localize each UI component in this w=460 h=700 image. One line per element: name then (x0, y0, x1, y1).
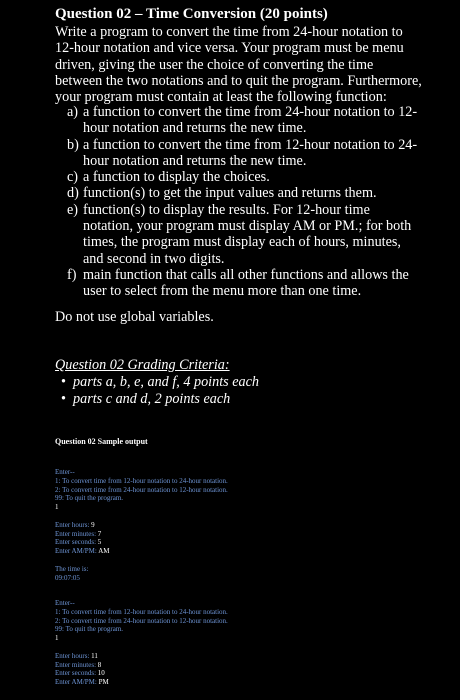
prompt-label: Enter AM/PM: (55, 678, 97, 687)
item-marker: a) (67, 104, 79, 120)
grading-title: Question 02 Grading Criteria: (55, 357, 230, 373)
item-line: times, the program must display each of hours, minutes, (83, 234, 401, 251)
console-prompt-row (55, 669, 228, 678)
console-prompt-row (55, 521, 228, 530)
prompt-value: 10 (97, 669, 105, 678)
list-item (55, 169, 425, 185)
item-marker: c) (67, 169, 79, 186)
intro-line: your program must contain at least the following function: (55, 89, 387, 106)
console-input: 1 (55, 503, 59, 512)
prompt-value: PM (98, 678, 109, 687)
item-marker: f) (67, 266, 77, 283)
bullet-icon: • (61, 391, 66, 407)
console-prompt-row (55, 547, 228, 556)
item-marker: b) (67, 136, 79, 153)
item-line: user to select from the menu more than one time. (83, 283, 362, 300)
grading-bullet (55, 391, 259, 408)
item-line: main function that calls all other functions and allows the (83, 266, 409, 283)
list-item (55, 137, 425, 170)
item-line: a function to convert the time from 24-hour notation to 12- (83, 104, 418, 120)
item-line: hour notation and returns the new time. (83, 152, 307, 169)
intro-line: between the two notations and to quit the program. Furthermore, (55, 72, 422, 89)
list-item (55, 104, 425, 137)
console-line: Enter-- (55, 599, 75, 607)
list-item (55, 202, 425, 267)
console-prompt-row (55, 652, 228, 661)
sample-output-title: Question 02 Sample output (55, 437, 148, 446)
sample-output-block (55, 468, 228, 582)
item-line: hour notation and returns the new time. (83, 120, 307, 137)
console-prompt-row (55, 678, 228, 687)
prompt-value: 8 (97, 660, 102, 669)
list-item (55, 267, 425, 300)
console-input: 1 (55, 634, 59, 643)
grading-bullet (55, 374, 259, 391)
console-line: 2: To convert time from 24-hour notation to 12-hour notation. (55, 485, 228, 494)
intro-line: driven, giving the user the choice of converting the time (55, 56, 374, 73)
global-variables-note: Do not use global variables. (55, 309, 214, 325)
item-line: notation, your program must display AM or PM.; for both (83, 218, 412, 235)
prompt-label: Enter minutes: (55, 529, 97, 538)
console-line: Enter-- (55, 468, 75, 476)
item-line: function(s) to display the results. For 12-hour time (83, 201, 370, 218)
prompt-value: AM (98, 547, 110, 556)
console-result-value: 09:07:05 (55, 573, 80, 582)
item-marker: d) (67, 185, 79, 202)
grading-bullet-text: parts c and d, 2 points each (73, 391, 231, 407)
console-prompt-row (55, 538, 228, 547)
console-line: 1: To convert time from 12-hour notation to 24-hour notation. (55, 607, 228, 616)
item-line: function(s) to get the input values and returns them. (83, 185, 377, 202)
console-prompt-row (55, 661, 228, 670)
sample-output-block (55, 599, 228, 687)
prompt-label: Enter AM/PM: (55, 547, 97, 556)
console-line: 1: To convert time from 12-hour notation to 24-hour notation. (55, 476, 228, 485)
grading-criteria (55, 357, 259, 408)
prompt-value: 11 (91, 651, 98, 660)
prompt-value: 9 (91, 520, 95, 529)
intro-line: Write a program to convert the time from 24-hour notation to (55, 24, 403, 40)
list-item (55, 185, 425, 201)
bullet-icon: • (61, 374, 66, 390)
console-prompt-row (55, 530, 228, 539)
grading-bullet-text: parts a, b, e, and f, 4 points each (73, 374, 260, 390)
console-line: 99: To quit the program. (55, 494, 124, 503)
console-line: 2: To convert time from 24-hour notation to 12-hour notation. (55, 616, 228, 625)
item-line: and second in two digits. (83, 250, 225, 267)
prompt-label: Enter hours: (55, 520, 90, 529)
prompt-label: Enter seconds: (55, 669, 97, 678)
prompt-label: Enter hours: (55, 651, 90, 660)
item-marker: e) (67, 201, 79, 218)
prompt-value: 5 (97, 538, 102, 547)
prompt-value: 7 (97, 529, 102, 538)
console-result-label: The time is: (55, 564, 89, 573)
item-line: a function to display the choices. (83, 169, 270, 186)
prompt-label: Enter minutes: (55, 660, 97, 669)
intro-line: 12-hour notation and vice versa. Your program must be menu (55, 40, 404, 57)
intro-paragraph (55, 24, 422, 106)
console-line: 99: To quit the program. (55, 625, 124, 634)
requirements-list (55, 104, 425, 300)
item-line: a function to convert the time from 12-hour notation to 24- (83, 136, 418, 153)
prompt-label: Enter seconds: (55, 538, 97, 547)
question-title: Question 02 – Time Conversion (20 points) (55, 6, 328, 22)
